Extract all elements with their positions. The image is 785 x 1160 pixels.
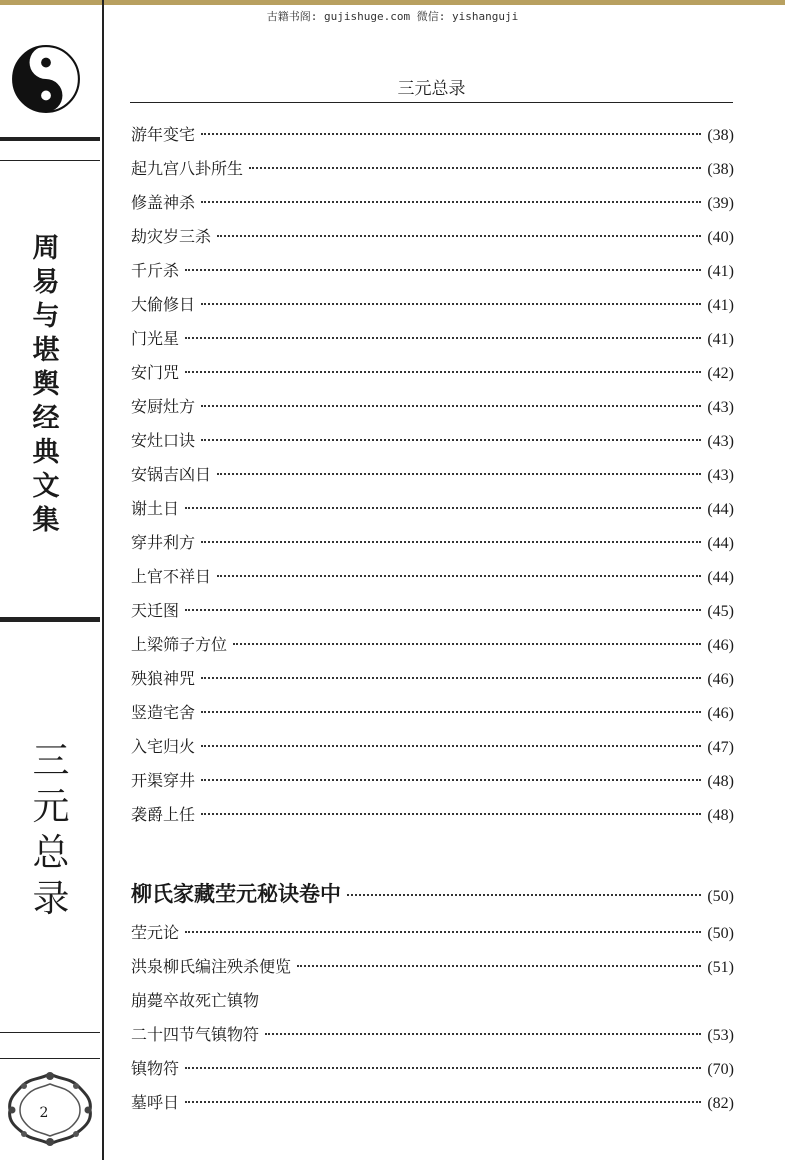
toc-entry-page: (53)	[707, 1027, 734, 1044]
sidebar-series-title	[22, 232, 70, 538]
toc-entry[interactable]	[131, 428, 734, 452]
sidebar-rule	[0, 137, 100, 141]
toc-entry-title: 游年变宅	[131, 125, 196, 144]
toc-entry-title: 安锅吉凶日	[131, 465, 212, 484]
toc-entry-page: (44)	[707, 569, 734, 586]
dot-leader	[233, 643, 701, 645]
title-char: 堪	[32, 335, 60, 366]
dot-leader	[201, 201, 701, 203]
toc-entry-title: 大偷修日	[131, 295, 196, 314]
dot-leader	[185, 371, 701, 373]
dot-leader	[185, 507, 701, 509]
toc-entry[interactable]	[131, 462, 734, 486]
sidebar-rule	[0, 1058, 100, 1059]
toc-entry[interactable]	[131, 666, 734, 690]
dot-leader	[201, 677, 701, 679]
toc-entry[interactable]	[131, 1056, 734, 1080]
toc-entry-title: 谢土日	[131, 499, 180, 518]
dot-leader	[265, 1033, 701, 1035]
toc-entry-title: 门光星	[131, 329, 180, 348]
dot-leader	[185, 269, 701, 271]
toc-entry-page: (41)	[707, 297, 734, 314]
toc-entry-title: 安厨灶方	[131, 397, 196, 416]
toc-entry[interactable]	[131, 1022, 734, 1046]
dot-leader	[185, 337, 701, 339]
sidebar-rule	[0, 1032, 100, 1033]
toc-entry-title: 安门咒	[131, 363, 180, 382]
subtitle-char: 三	[32, 739, 70, 782]
dot-leader	[185, 1067, 701, 1069]
toc-entry[interactable]	[131, 530, 734, 554]
toc-entry-page: (50)	[707, 888, 734, 905]
dot-leader	[185, 931, 701, 933]
toc-entry-page: (48)	[707, 807, 734, 824]
toc-entry-page: (43)	[707, 433, 734, 450]
toc-entry-page: (50)	[707, 925, 734, 942]
title-char: 典	[32, 437, 60, 468]
toc-entry[interactable]	[131, 768, 734, 792]
dot-leader	[185, 609, 701, 611]
toc-entry-title: 千斤杀	[131, 261, 180, 280]
yin-yang-icon	[11, 44, 81, 114]
toc-entry-page: (41)	[707, 331, 734, 348]
toc-entry[interactable]	[131, 954, 734, 978]
toc-entry[interactable]	[131, 496, 734, 520]
dot-leader	[347, 894, 701, 896]
toc-entry[interactable]	[131, 258, 734, 282]
sidebar-rule	[0, 160, 100, 161]
toc-entry[interactable]	[131, 190, 734, 214]
sidebar	[0, 0, 104, 1160]
toc-entry-title: 修盖神杀	[131, 193, 196, 212]
toc-entry[interactable]	[131, 394, 734, 418]
toc-entry-title: 柳氏家藏茔元秘诀卷中	[131, 881, 341, 906]
dot-leader	[201, 439, 701, 441]
dot-leader	[185, 1101, 701, 1103]
title-char: 舆	[32, 369, 60, 400]
toc-entry-title: 上梁筛子方位	[131, 635, 228, 654]
toc-entry[interactable]	[131, 1090, 734, 1114]
toc-entry-title: 二十四节气镇物符	[131, 1025, 260, 1044]
toc-entry-title: 天迁图	[131, 601, 180, 620]
toc-entry-title: 安灶口诀	[131, 431, 196, 450]
toc-entry[interactable]	[131, 802, 734, 826]
dot-leader	[217, 235, 701, 237]
toc-entry[interactable]	[131, 598, 734, 622]
toc-entry-title: 镇物符	[131, 1059, 180, 1078]
toc-entry-page: (48)	[707, 773, 734, 790]
sidebar-book-title	[24, 738, 78, 922]
dot-leader	[201, 711, 701, 713]
watermark: 古籍书阁: gujishuge.com 微信: yishanguji	[266, 10, 519, 23]
subtitle-char: 录	[32, 877, 70, 920]
toc-entry-page: (40)	[707, 229, 734, 246]
toc-entry-page: (39)	[707, 195, 734, 212]
dot-leader	[217, 473, 701, 475]
toc-entry[interactable]	[131, 224, 734, 248]
toc-entry-page: (70)	[707, 1061, 734, 1078]
page-number: 2	[39, 1105, 49, 1121]
toc-entry-title: 茔元论	[131, 923, 180, 942]
toc-entry-title: 开渠穿井	[131, 771, 196, 790]
title-char: 集	[32, 505, 60, 536]
sidebar-rule	[0, 617, 100, 622]
title-char: 与	[32, 301, 60, 332]
toc-entry-page: (38)	[707, 161, 734, 178]
toc-entry[interactable]	[131, 920, 734, 944]
toc-entry[interactable]	[131, 360, 734, 384]
header-rule	[130, 102, 733, 103]
toc-entry-title: 入宅归火	[131, 737, 196, 756]
toc-entry[interactable]	[131, 564, 734, 588]
toc-entry-title: 洪泉柳氏编注殃杀便览	[131, 957, 292, 976]
toc-entry[interactable]	[131, 122, 734, 146]
dot-leader	[249, 167, 701, 169]
toc-entry-page: (46)	[707, 705, 734, 722]
toc-entry-page: (45)	[707, 603, 734, 620]
toc-entry[interactable]	[131, 156, 734, 180]
toc-entry-page: (51)	[707, 959, 734, 976]
title-char: 易	[32, 267, 60, 298]
toc-entry-title: 墓呼日	[131, 1093, 180, 1112]
toc-entry[interactable]	[131, 700, 734, 724]
toc-entry-title: 上官不祥日	[131, 567, 212, 586]
toc-entry-page: (47)	[707, 739, 734, 756]
dot-leader	[201, 813, 701, 815]
toc-entry-page: (46)	[707, 637, 734, 654]
toc-entry[interactable]	[131, 734, 734, 758]
top-border	[0, 0, 785, 5]
toc-entry-page: (82)	[707, 1095, 734, 1112]
dot-leader	[201, 541, 701, 543]
title-char: 经	[32, 403, 60, 434]
toc-entry-page: (42)	[707, 365, 734, 382]
dot-leader	[297, 965, 701, 967]
toc-entry-title: 穿井利方	[131, 533, 196, 552]
toc-entry-title: 竖造宅舍	[131, 703, 196, 722]
subtitle-char: 元	[32, 785, 70, 828]
toc-entry[interactable]	[131, 292, 734, 316]
subtitle-char: 总	[32, 831, 70, 874]
toc-entry[interactable]	[131, 988, 734, 1012]
dot-leader	[217, 575, 701, 577]
toc-entry-page: (44)	[707, 535, 734, 552]
toc-entry-page: (43)	[707, 399, 734, 416]
toc-entry-title: 殃狼神咒	[131, 669, 196, 688]
toc-entry[interactable]	[131, 632, 734, 656]
dot-leader	[201, 405, 701, 407]
toc-entry-page: (41)	[707, 263, 734, 280]
toc-entry-page: (44)	[707, 501, 734, 518]
dot-leader	[201, 745, 701, 747]
toc-entry-title: 崩薨卒故死亡镇物	[131, 991, 260, 1010]
toc-entry-title: 袭爵上任	[131, 805, 196, 824]
toc-entry-title: 起九宫八卦所生	[131, 159, 244, 178]
running-header: 三元总录	[397, 79, 466, 99]
toc-section-heading[interactable]	[131, 878, 734, 906]
toc-entry-page: (38)	[707, 127, 734, 144]
toc-entry-title: 劫灾岁三杀	[131, 227, 212, 246]
toc-entry-page: (46)	[707, 671, 734, 688]
title-char: 周	[32, 233, 60, 264]
dot-leader	[201, 133, 701, 135]
title-char: 文	[32, 471, 60, 502]
dot-leader	[201, 303, 701, 305]
toc-entry-page: (43)	[707, 467, 734, 484]
dot-leader	[201, 779, 701, 781]
toc-entry[interactable]	[131, 326, 734, 350]
